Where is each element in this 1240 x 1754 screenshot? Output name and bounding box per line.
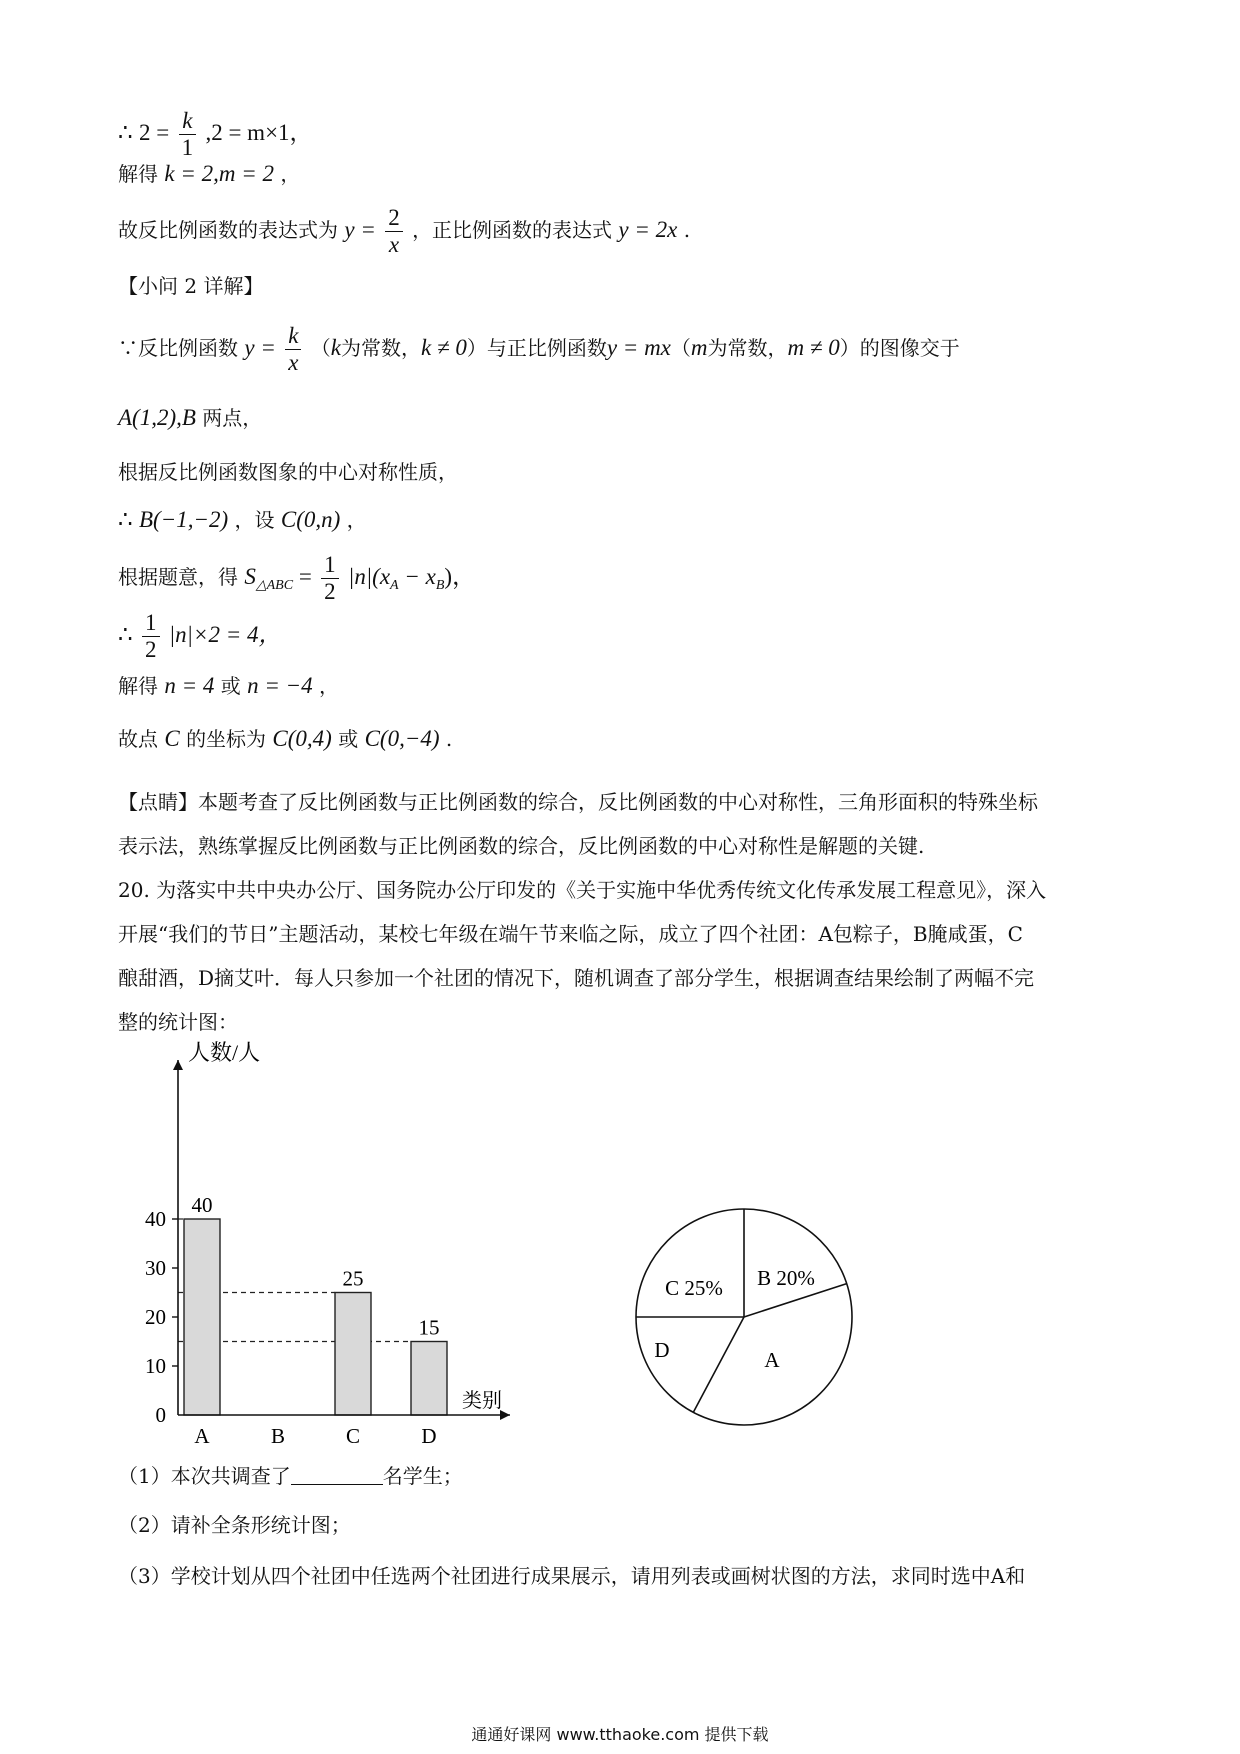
y-tick-label: 40: [145, 1207, 166, 1231]
text-run: 或: [220, 674, 241, 698]
solution-line-8: [118, 506, 367, 534]
y-tick-label: 20: [145, 1305, 166, 1329]
therefore-symbol: ∴: [118, 507, 133, 532]
fraction-denominator: 2: [324, 579, 336, 604]
paragraph-line: 20. 为落实中共中央办公厅、国务院办公厅印发的《关于实施中华优秀传统文化传承发展工程意见》，深入: [118, 878, 1047, 902]
text-run: （: [310, 336, 331, 360]
text-run: ，: [280, 162, 301, 186]
fraction-k-over-x: [285, 323, 301, 376]
text-run: ）的图像交于: [839, 336, 960, 360]
subquestion-3: [118, 1562, 1025, 1590]
solution-line-5: [118, 323, 960, 376]
text-run: 的坐标为: [186, 727, 267, 751]
fraction-denominator: 2: [145, 637, 157, 662]
text-run: 两点，: [202, 406, 263, 430]
fraction-denominator: 1: [181, 135, 194, 160]
x-tick-label: A: [194, 1424, 210, 1448]
text-run: 解得: [118, 162, 158, 186]
therefore-symbol: ∴: [118, 622, 133, 647]
therefore-symbol: ∴: [118, 120, 133, 145]
fraction-numerator: k: [285, 323, 301, 350]
fraction-numerator: 1: [321, 552, 339, 579]
math-text: |n|×2 = 4，: [168, 622, 282, 647]
text-run: ，: [319, 674, 340, 698]
math-text: k: [330, 335, 341, 360]
text-run: ）与正比例函数: [466, 336, 607, 360]
fraction-denominator: x: [288, 350, 299, 375]
solution-line-7: [118, 458, 458, 486]
fraction-k-over-1: [179, 108, 197, 161]
solution-line-1: [118, 108, 313, 161]
math-text: C(0,−4): [364, 726, 440, 751]
solution-line-11: [118, 672, 339, 700]
question-20: [118, 868, 1123, 1044]
math-text: y = mx: [606, 335, 671, 360]
fraction-1-over-2: [142, 610, 160, 663]
text-run: 【小问 2 详解】: [118, 274, 264, 298]
math-text: k = 2,m = 2: [164, 161, 274, 186]
pie-slice-label-D: D: [654, 1338, 670, 1362]
math-subscript: △ABC: [255, 578, 294, 593]
math-text: )，: [444, 564, 476, 589]
text-run: （1）本次共调查了: [118, 1464, 291, 1488]
text-run: （2）请补全条形统计图；: [118, 1513, 351, 1537]
math-text: B(−1,−2): [139, 507, 229, 532]
bar-D: [411, 1342, 447, 1416]
math-text: C(0,4): [272, 726, 332, 751]
solution-line-10: [118, 610, 282, 663]
solution-line-3: [118, 205, 690, 258]
math-text: m: [690, 335, 708, 360]
text-run: ，: [346, 508, 367, 532]
bar-chart: [100, 1040, 530, 1450]
math-text: =: [293, 564, 312, 589]
text-run: ，正比例函数的表达式: [412, 218, 613, 242]
y-tick-label: 0: [155, 1403, 166, 1427]
paragraph-line: 【点睛】本题考查了反比例函数与正比例函数的综合，反比例函数的中心对称性，三角形面积的特殊坐标: [118, 790, 1038, 814]
text-run: 故反比例函数的表达式为: [118, 218, 338, 242]
paragraph-line: 整的统计图：: [118, 1010, 238, 1034]
paragraph-line: 酿甜酒，D摘艾叶．每人只参加一个社团的情况下，随机调查了部分学生，根据调查结果绘制了两幅不完: [118, 966, 1035, 990]
fraction-denominator: x: [388, 232, 400, 257]
math-subscript: B: [435, 578, 445, 593]
text-run: 为常数，: [341, 336, 421, 360]
paragraph-line: 开展“我们的节日”主题活动，某校七年级在端午节来临之际，成立了四个社团：A包粽子，B腌咸蛋，C: [118, 922, 1023, 946]
y-tick-label: 30: [145, 1256, 166, 1280]
text-run: .: [683, 218, 691, 242]
math-text: y =: [244, 335, 276, 360]
x-axis-title: 类别: [462, 1390, 502, 1412]
y-tick-label: 10: [145, 1354, 166, 1378]
solution-line-12: [118, 725, 452, 753]
solution-line-9: [118, 552, 475, 605]
math-text: n = 4: [164, 673, 215, 698]
text-run: 或: [338, 727, 359, 751]
fraction-numerator: 2: [385, 205, 403, 232]
pie-chart: [620, 1190, 870, 1440]
bar-data-label: 15: [418, 1315, 440, 1340]
math-text: |n|(x: [348, 564, 391, 589]
x-tick-label: B: [270, 1424, 286, 1448]
solution-line-2: [118, 160, 300, 188]
math-subscript: A: [390, 578, 399, 593]
subquestion-1: [118, 1462, 463, 1490]
text-run: （3）学校计划从四个社团中任选两个社团进行成果展示，请用列表或画树状图的方法，求同时选中A和: [118, 1564, 1026, 1588]
text-run: ，设: [234, 508, 275, 532]
text-run: 解得: [118, 674, 158, 698]
bar-C: [335, 1293, 371, 1416]
text-run: 根据反比例函数图象的中心对称性质，: [118, 460, 458, 484]
text-run: 为常数，: [707, 336, 788, 360]
y-axis-title: 人数/人: [188, 1040, 261, 1065]
y-axis-arrow: [173, 1060, 183, 1070]
text-run: 故点: [118, 727, 158, 751]
math-text: m ≠ 0: [787, 335, 840, 360]
math-text: y =: [344, 217, 376, 242]
subquestion-2: [118, 1511, 351, 1539]
solution-line-6: [118, 404, 262, 432]
math-text: ,2 = m×1，: [205, 120, 313, 145]
fraction-numerator: k: [179, 108, 197, 135]
footer-credit: 通通好课网 www.tthaoke.com 提供下载: [471, 1725, 769, 1744]
math-text: 2 =: [139, 120, 170, 145]
math-text: C: [164, 726, 180, 751]
section-heading-q2: [118, 272, 263, 300]
x-tick-label: D: [421, 1424, 437, 1448]
math-text: k ≠ 0: [421, 335, 467, 360]
fraction-2-over-x: [385, 205, 403, 258]
text-run: .: [445, 727, 453, 751]
text-run: 根据题意，得: [118, 565, 238, 589]
pie-slice-label-C: C 25%: [665, 1276, 723, 1300]
math-text: A(1,2),B: [118, 405, 196, 430]
text-run: ∵反比例函数: [118, 336, 238, 360]
dianjing-paragraph: [118, 780, 1123, 868]
text-run: 名学生；: [382, 1464, 463, 1488]
bar-A: [184, 1219, 220, 1415]
pie-slice-label-A: A: [764, 1348, 780, 1372]
x-tick-label: C: [345, 1424, 361, 1448]
math-text: − x: [398, 564, 436, 589]
paragraph-line: 表示法，熟练掌握反比例函数与正比例函数的综合，反比例函数的中心对称性是解题的关键.: [118, 834, 925, 858]
math-text: C(0,n): [280, 507, 341, 532]
pie-slice-label-B: B 20%: [757, 1266, 815, 1290]
fraction-1-over-2: [321, 552, 339, 605]
math-text: y = 2x: [618, 217, 678, 242]
math-text: S: [244, 564, 256, 589]
fraction-numerator: 1: [142, 610, 160, 637]
math-text: n = −4: [247, 673, 313, 698]
answer-blank[interactable]: [291, 1464, 383, 1485]
bar-data-label: 40: [191, 1193, 213, 1217]
bar-data-label: 25: [342, 1266, 364, 1291]
text-run: （: [670, 336, 691, 360]
